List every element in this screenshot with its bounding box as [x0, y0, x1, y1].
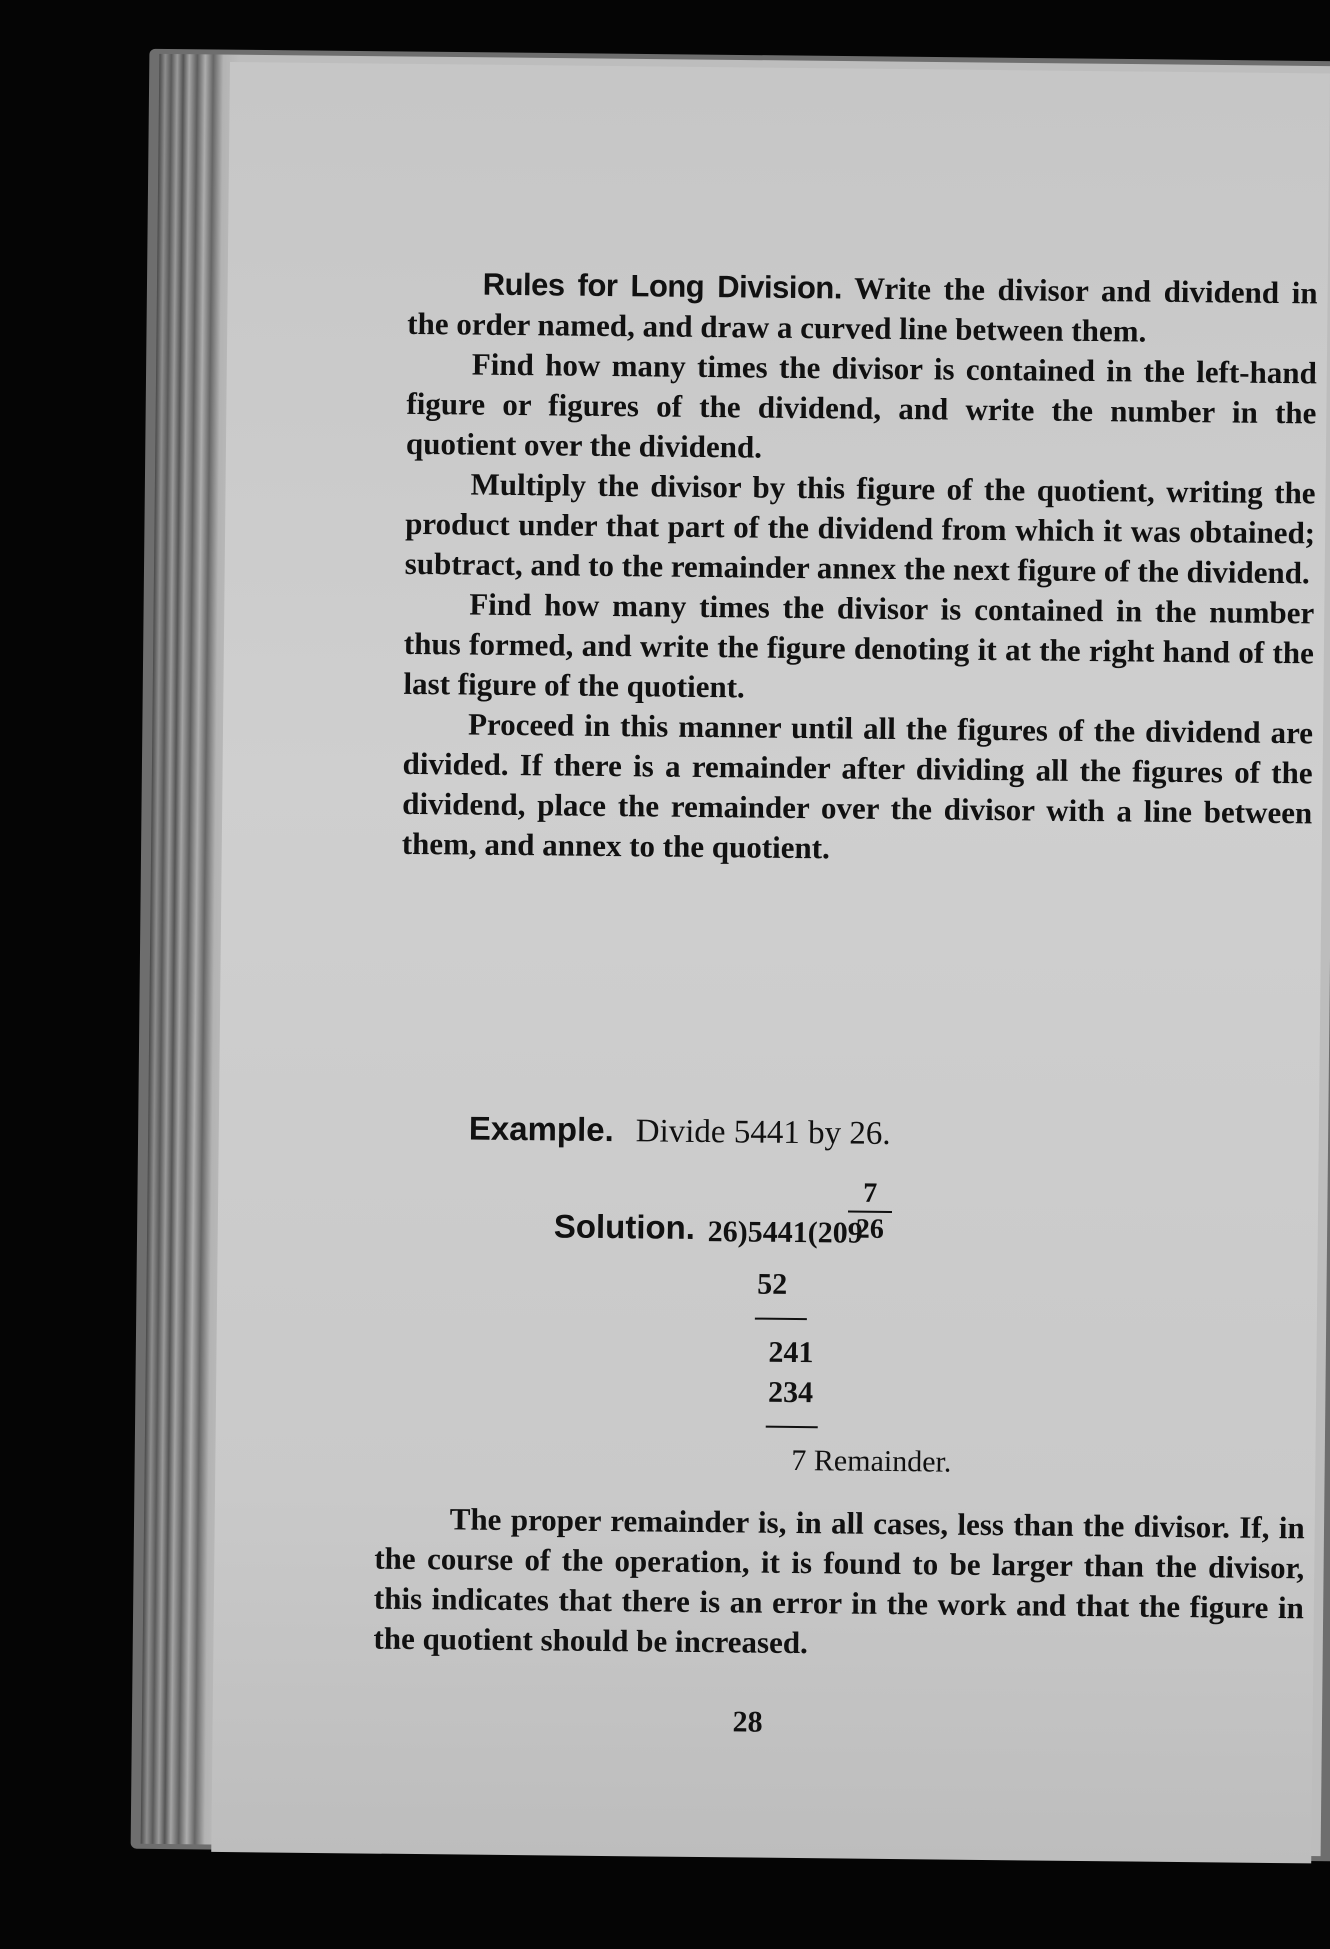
example-text: Divide 5441 by 26.: [635, 1113, 891, 1152]
closing-paragraph: The proper remainder is, in all cases, less than the divisor. If, in the course of the operation, it is found to be larger than the divisor, this indicates that there is an error in the work and that the figure in the quotient should be increased.: [373, 1501, 1305, 1661]
page-number: 28: [732, 1705, 763, 1739]
book-page: [211, 62, 1330, 1863]
step-product-2: 234: [767, 1375, 814, 1410]
rules-paragraph-3: Multiply the divisor by this figure of the quotient, writing the product under that part of the dividend from which it was obtained; subtract, and to the remainder annex the next figure of the dividend.: [404, 466, 1316, 591]
rules-section: [402, 264, 1318, 873]
rules-paragraph-4: Find how many times the divisor is contained in the number thus formed, and write the figure denoting it at the right hand of the last figure of the quotient.: [403, 586, 1315, 705]
solution-label: Solution.: [553, 1207, 696, 1246]
rules-paragraph-5: Proceed in this manner until all the figures of the dividend are divided. If there is a remainder after dividing all the figures of the dividend, place the remainder over the divisor with a line between them, and annex to the quotient.: [401, 706, 1314, 866]
fraction-bar: [848, 1211, 892, 1213]
quotient-fraction: [848, 1179, 893, 1245]
fraction-numerator: 7: [863, 1177, 878, 1209]
rules-paragraph-2: Find how many times the divisor is contained in the left-hand figure or figures of the dividend, and write the number in the quotient over the dividend.: [405, 346, 1317, 465]
subtraction-line-2: [766, 1426, 818, 1429]
example-line: [469, 1110, 891, 1153]
fraction-denominator: 26: [855, 1213, 884, 1245]
remainder-line: 7 Remainder.: [791, 1443, 952, 1479]
subtraction-line-1: [755, 1318, 807, 1321]
division-expression: 26)5441(209: [707, 1215, 863, 1250]
example-label: Example.: [468, 1109, 614, 1149]
rules-paragraph-1: [407, 264, 1318, 354]
rules-heading: Rules for Long Division.: [482, 266, 843, 306]
rules-text-1: Write the divisor and dividend in the order named, and draw a curved line between them.: [407, 270, 1318, 349]
step-partial-dividend: 241: [768, 1335, 814, 1370]
closing-section: [373, 1499, 1305, 1669]
step-product-1: 52: [757, 1267, 788, 1301]
